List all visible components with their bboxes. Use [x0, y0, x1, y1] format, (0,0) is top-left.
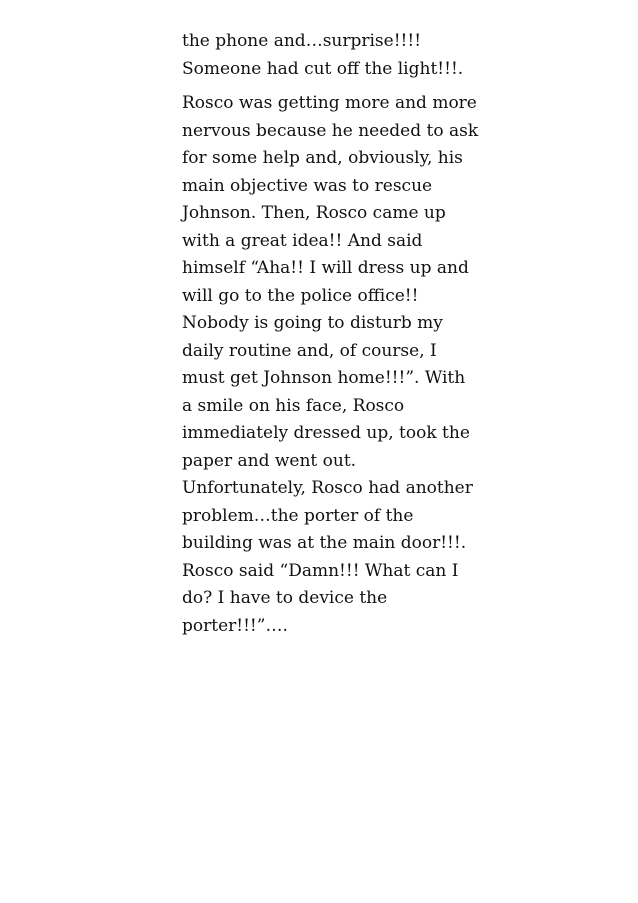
text-line: Someone had cut off the light!!!. — [182, 58, 464, 79]
text-line: do? I have to device the — [182, 588, 388, 608]
text-line: a smile on his face, Rosco — [182, 395, 405, 416]
text-line: will go to the police office!! — [182, 285, 419, 306]
text-line: immediately dressed up, took the — [182, 423, 470, 443]
text-line: nervous because he needed to ask — [182, 120, 479, 141]
text-line: Unfortunately, Rosco had another — [182, 478, 473, 498]
text-line: himself “Aha!! I will dress up and — [182, 258, 469, 278]
text-line: Rosco said “Damn!!! What can I — [182, 560, 459, 581]
text-line: for some help and, obviously, his — [182, 148, 463, 168]
paragraph-2 — [182, 90, 479, 640]
text-line: building was at the main door!!!. — [182, 533, 467, 553]
text-line: paper and went out. — [182, 450, 357, 471]
text-line: Nobody is going to disturb my — [182, 313, 443, 333]
story-text — [182, 28, 479, 640]
text-line: must get Johnson home!!!”. With — [182, 368, 466, 388]
text-line: daily routine and, of course, I — [182, 340, 437, 361]
text-line: the phone and…surprise!!!! — [182, 31, 422, 51]
paragraph-spacing — [182, 83, 472, 90]
text-line: main objective was to rescue — [182, 175, 433, 196]
paragraph-1 — [182, 28, 472, 83]
text-line: problem…the porter of the — [182, 505, 414, 526]
text-line: with a great idea!! And said — [182, 230, 423, 251]
text-line: Rosco was getting more and more — [182, 93, 477, 113]
text-line: porter!!!”…. — [182, 615, 288, 636]
text-line: Johnson. Then, Rosco came up — [182, 203, 446, 223]
